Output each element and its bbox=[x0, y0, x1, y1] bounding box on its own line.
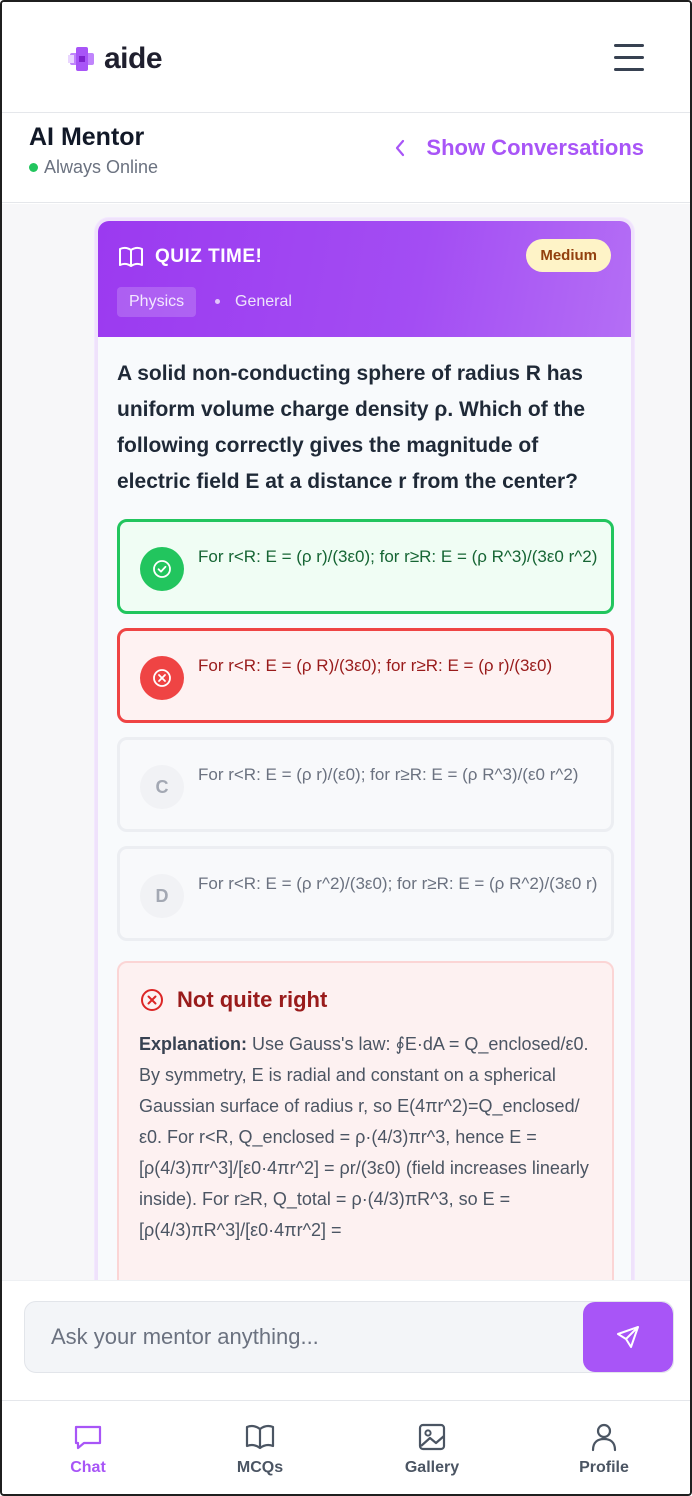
quiz-question: A solid non-conducting sphere of radius R has uniform volume charge density ρ. Which of the following correctly gives the magnitude of electric field E at a distance r from the center? bbox=[117, 362, 586, 493]
option-d[interactable] bbox=[117, 846, 614, 941]
tag-separator-dot bbox=[215, 299, 220, 304]
chat-icon bbox=[72, 1421, 104, 1453]
option-text: For r<R: E = (ρ r)/(ε0); for r≥R: E = (ρ R^3)/(ε0 r^2) bbox=[198, 765, 579, 784]
mentor-header bbox=[2, 113, 690, 203]
send-button[interactable] bbox=[583, 1302, 673, 1372]
online-status bbox=[29, 157, 158, 178]
chevron-left-icon bbox=[394, 139, 406, 157]
nav-mcqs-label: MCQs bbox=[236, 1459, 284, 1476]
online-status-label: Always Online bbox=[44, 157, 159, 177]
user-icon bbox=[588, 1421, 620, 1453]
option-text: For r<R: E = (ρ r^2)/(3ε0); for r≥R: E = (ρ R^2)/(3ε0 r) bbox=[198, 874, 598, 893]
logo-icon bbox=[66, 43, 98, 75]
message-input[interactable] bbox=[25, 1302, 585, 1372]
send-icon bbox=[615, 1324, 641, 1350]
message-input-bar bbox=[2, 1280, 690, 1400]
quiz-card bbox=[95, 218, 634, 1280]
bottom-navigation bbox=[2, 1400, 690, 1496]
mentor-title: AI Mentor bbox=[29, 123, 145, 151]
nav-gallery[interactable] bbox=[346, 1401, 518, 1496]
nav-profile[interactable] bbox=[518, 1401, 690, 1496]
option-letter-badge: C bbox=[140, 765, 184, 809]
option-a-correct[interactable] bbox=[117, 519, 614, 614]
subject-tag: Physics bbox=[117, 287, 196, 317]
feedback-explanation bbox=[139, 1029, 595, 1246]
explanation-label: Explanation: bbox=[139, 1034, 248, 1054]
online-dot-icon bbox=[29, 163, 38, 172]
show-conversations-label: Show Conversations bbox=[426, 135, 644, 160]
x-circle-icon bbox=[139, 987, 165, 1013]
open-book-icon bbox=[118, 245, 144, 269]
nav-mcqs[interactable] bbox=[174, 1401, 346, 1496]
quiz-title: QUIZ TIME! bbox=[155, 246, 263, 267]
option-c[interactable] bbox=[117, 737, 614, 832]
feedback-panel bbox=[117, 961, 614, 1280]
logo-text: aide bbox=[104, 42, 163, 75]
message-input-wrapper bbox=[24, 1301, 674, 1373]
quiz-header bbox=[98, 221, 631, 337]
option-text: For r<R: E = (ρ R)/(3ε0); for r≥R: E = (ρ r)/(3ε0) bbox=[198, 656, 553, 675]
show-conversations-button[interactable] bbox=[394, 135, 644, 161]
nav-chat-label: Chat bbox=[70, 1459, 106, 1476]
book-icon bbox=[244, 1421, 276, 1453]
nav-profile-label: Profile bbox=[579, 1459, 629, 1476]
nav-chat[interactable] bbox=[2, 1401, 174, 1496]
top-header bbox=[2, 2, 690, 113]
option-text: For r<R: E = (ρ r)/(3ε0); for r≥R: E = (ρ R^3)/(3ε0 r^2) bbox=[198, 547, 598, 566]
image-icon bbox=[416, 1421, 448, 1453]
app-logo[interactable] bbox=[66, 42, 162, 76]
nav-gallery-label: Gallery bbox=[404, 1459, 460, 1476]
option-letter-badge: D bbox=[140, 874, 184, 918]
option-b-wrong[interactable] bbox=[117, 628, 614, 723]
topic-tag: General bbox=[235, 293, 292, 310]
feedback-title: Not quite right bbox=[177, 987, 328, 1012]
difficulty-badge: Medium bbox=[526, 239, 611, 272]
check-circle-icon bbox=[140, 547, 184, 591]
hamburger-menu-icon[interactable] bbox=[614, 42, 646, 72]
chat-area[interactable] bbox=[2, 204, 690, 1280]
explanation-text: Use Gauss's law: ∮E·dA = Q_enclosed/ε0. By symmetry, E is radial and constant on a spherical Gaussian surface of radius r, so E(4πr^2)=Q_enclosed/ε0. For r<R, Q_enclosed = ρ·(4/3)πr^3, hence E = [ρ(4/3)πr^3]/[ε0·4πr^2] = ρr/(3ε0) (field increases linearly inside). For r≥R, Q_total = ρ·(4/3)πR^3, so E = [ρ(4/3)πR^3]/[ε0·4πr^2] = bbox=[139, 1034, 589, 1240]
x-circle-icon bbox=[140, 656, 184, 700]
